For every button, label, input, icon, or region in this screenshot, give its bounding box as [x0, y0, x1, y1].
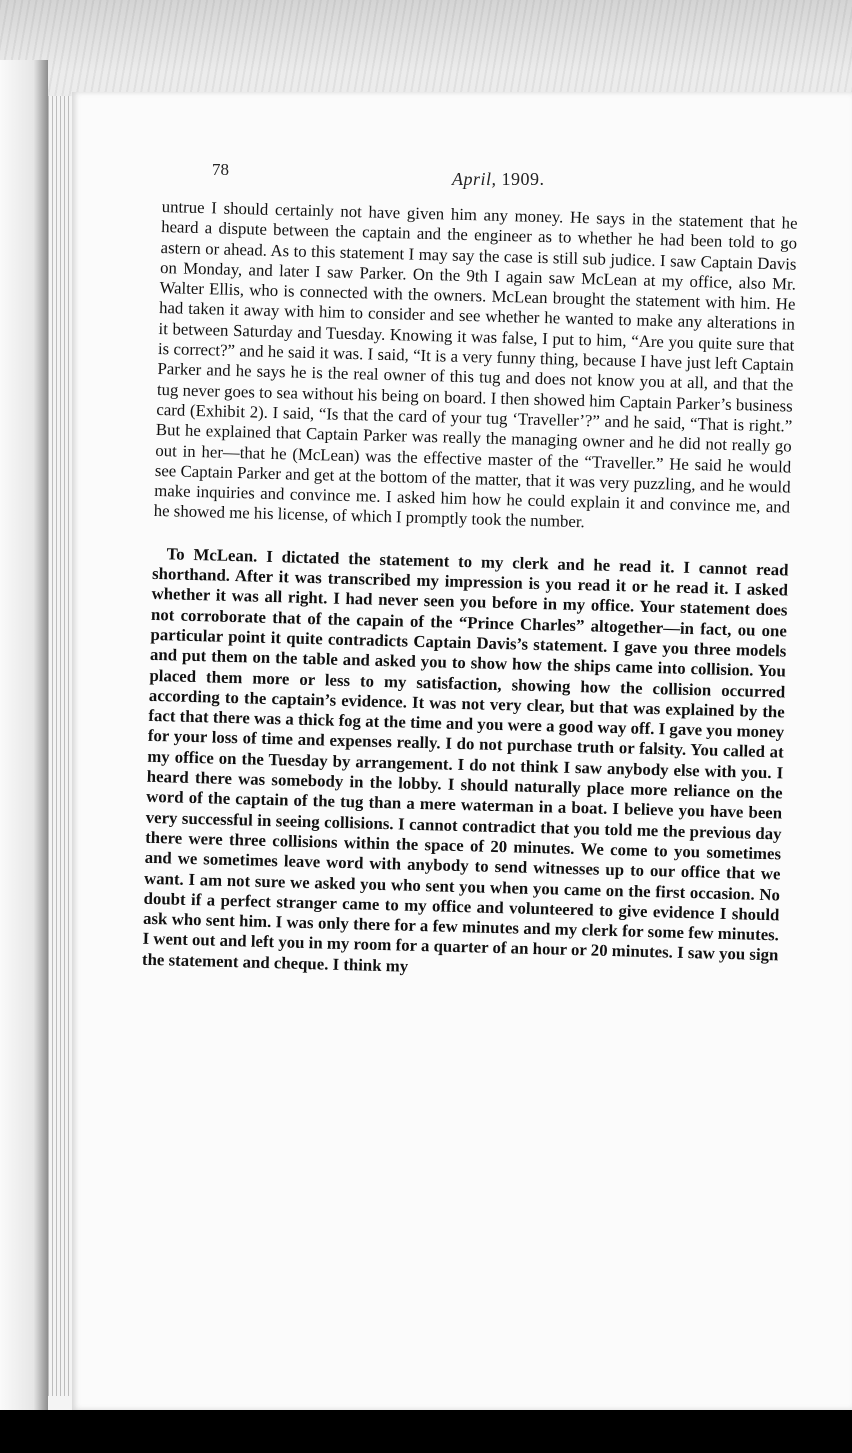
scan-bottom-border	[0, 1410, 852, 1453]
body-text	[142, 197, 798, 986]
paragraph-to-mclean: To McLean. I dictated the statement to my clerk and he read it. I cannot read shorthand. After it was transcribed my impression is you read it or he read it. I asked whether it was all right. I had never seen you before in my office. Your statement does not corroborate that of the capain of the “Prince Charles” altogether—in fact, ou one particular point it quite contradicts Captain Davis’s statement. I gave you three models and put them on the table and asked you to show how the ships came into collision. You placed them more or less to my satisfaction, showing how the collision occurred according to the captain’s evidence. It was not very clear, but that was explained by the fact that there was a thick fog at the time and you were a good way off. I gave you money for your loss of time and expenses really. I do not purchase truth or falsity. You called at my office on the Tuesday by arrangement. I do not think I saw anybody else with you. I heard there was somebody in the lobby. I should naturally place more reliance on the word of the captain of the tug than a mere waterman in a boat. I believe you have been very successful in seeing collisions. I cannot contradict that you told me the previous day there were three collisions within the space of 20 minutes. We come to you sometimes and we sometimes leave word with anybody to send witnesses up to our office that we want. I am not sure we asked you who sent you when you came on the first occasion. No doubt if a perfect stranger came to my office and volunteered to give evidence I should ask who sent him. I was only there for a few minutes and my clerk for some few minutes. I went out and left you in my room for a quarter of an hour or 20 minutes. I saw you sign the statement and cheque. I think my	[141, 543, 789, 976]
page-number: 78	[212, 160, 229, 179]
paragraph-continuation: untrue I should certainly not have given him any money. He says in the statement that he heard a dispute between the captain and the engineer as to whether he had been told to go astern or ahead. As to this statement I may say the case is still sub judice. I saw Captain Davis on Monday, and later I saw Parker. On the 9th I again saw McLean at my office, also Mr. Walter Ellis, who is connected with the owners. McLean brought the statement with him. He had taken it away with him to consider and see whether he wanted to make any alterations in it between Saturday and Tuesday. Knowing it was false, I put to him, “Are you quite sure that is correct?” and he said it was. I said, “It is a very funny thing, because I have just left Captain Parker and he says he is the real owner of this tug and does not know you at all, and that the tug never goes to sea without his being on board. I then showed him Captain Parker’s business card (Exhibit 2). I said, “Is that the card of your tug ‘Traveller’?” and he said, “That is right.” But he explained that Captain Parker was really the managing owner and he did not really go out in her—that he (McLean) was the effective master of the “Traveller.” He said he would see Captain Parker and get at the bottom of the matter, that it was very puzzling, and he would make inquiries and convince me. I asked him how he could explain it and convince me, and he showed me his license, of which I promptly took the number.	[153, 197, 798, 532]
running-head-year: 1909.	[501, 169, 545, 189]
running-head-month: April,	[452, 169, 497, 189]
book-gutter-shadow	[0, 60, 48, 1453]
scan-background-texture	[0, 0, 852, 100]
running-head-date	[452, 169, 545, 190]
